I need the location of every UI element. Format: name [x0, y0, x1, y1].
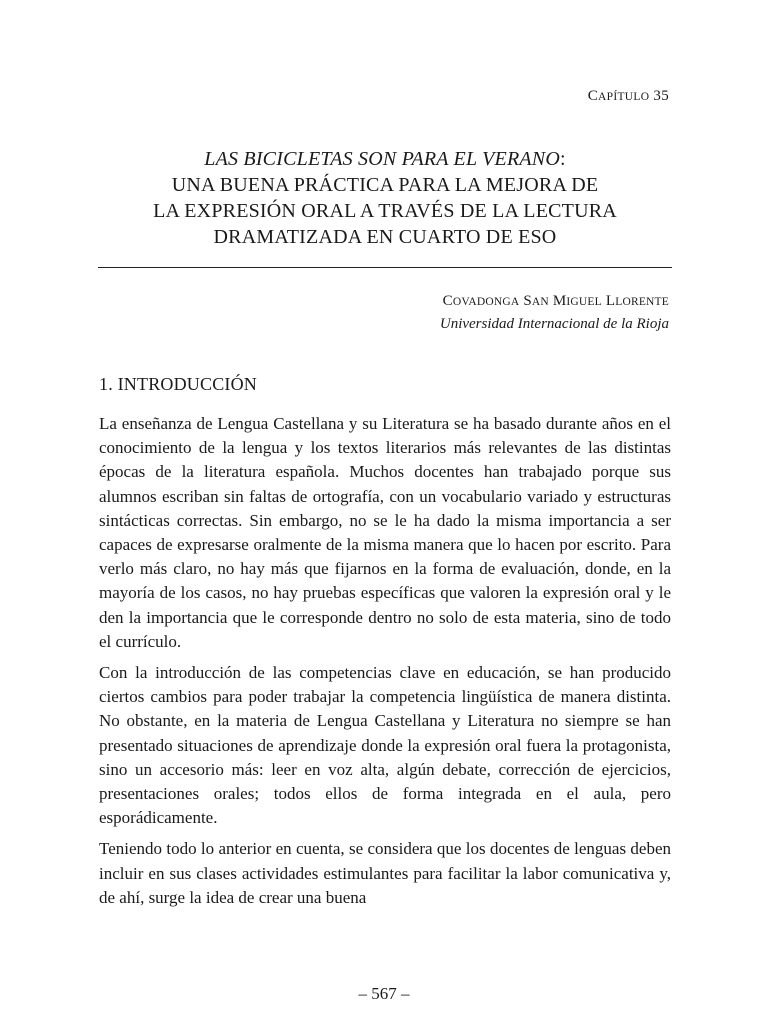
title-line-2: UNA BUENA PRÁCTICA PARA LA MEJORA DE: [171, 174, 599, 196]
paragraph: Con la introducción de las competencias clave en educación, se han producido ciertos cambios para poder trabajar la competencia lingüística de manera distinta. No obstante, en la materia de Lengua Castellana y Literatura no siempre se han presentado situaciones de aprendizaje donde la expresión oral fuera la protagonista, sino un accesorio más: leer en voz alta, algún debate, corrección de ejercicios, presentaciones orales; todos ellos de forma integrada en el aula, pero esporádicamente.: [99, 663, 671, 828]
author-initial-m: M: [552, 293, 567, 309]
title-italic-part: LAS BICICLETAS SON PARA EL VERANO: [204, 148, 560, 170]
page-number: – 567 –: [358, 984, 410, 1003]
author-rest-covadonga: OVADONGA: [452, 296, 520, 308]
title-colon: :: [559, 148, 566, 170]
section-heading: 1. INTRODUCCIÓN: [99, 374, 257, 394]
title-line-4: DRAMATIZADA EN CUARTO DE ESO: [213, 226, 557, 248]
chapter-label-rest: APÍTULO: [598, 91, 650, 103]
chapter-title: [98, 146, 672, 250]
chapter-label: [588, 88, 669, 105]
paragraph: La enseñanza de Lengua Castellana y su Literatura se ha basado durante años en el conocimiento de la lengua y los textos literarios más relevantes de las distintas épocas de la literatura española. Muchos docentes han trabajado porque sus alumnos escriban sin faltas de ortografía, con un vocabulario variado y estructuras sintácticas correctas. Sin embargo, no se le ha dado la misma importancia a ser capaces de expresarse oralmente de la misma manera que lo hacen por escrito. Para verlo más claro, no hay más que fijarnos en la forma de evaluación, donde, en la mayoría de los casos, no hay pruebas específicas que valoren la expresión oral y le den la importancia que le corresponde dentro no solo de esta materia, sino de todo el currículo.: [99, 414, 671, 651]
author-initial-l: L: [605, 293, 616, 309]
author-rest-miguel: IGUEL: [566, 296, 602, 308]
body-text: [99, 412, 671, 917]
chapter-number: 35: [653, 88, 669, 104]
author-rest-san: AN: [531, 296, 549, 308]
author-affiliation: Universidad Internacional de la Rioja: [439, 316, 669, 332]
author-block: [440, 290, 669, 335]
author-rest-llorente: LORENTE: [615, 296, 669, 308]
author-initial-s: S: [523, 293, 532, 309]
paragraph: Teniendo todo lo anterior en cuenta, se considera que los docentes de lenguas deben incluir en sus clases actividades estimulantes para facilitar la labor comunicativa y, de ahí, surge la idea de crear una buena: [99, 839, 671, 907]
title-divider: [98, 267, 672, 268]
chapter-label-initial: C: [587, 88, 599, 104]
author-name: [440, 290, 669, 313]
title-line-3: LA EXPRESIÓN ORAL A TRAVÉS DE LA LECTURA: [153, 200, 617, 222]
author-initial-c: C: [442, 293, 453, 309]
title-line-1: [98, 146, 672, 172]
